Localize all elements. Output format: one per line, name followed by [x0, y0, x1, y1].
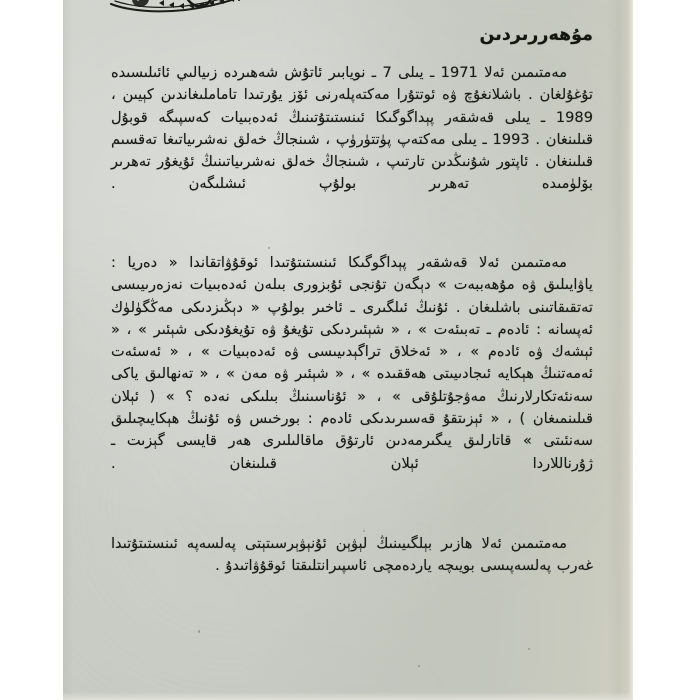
page-title: مۇھەررىردىن — [479, 25, 593, 45]
page-left-edge-shading — [63, 0, 73, 700]
body-paragraph-block-1 — [111, 62, 593, 196]
body-paragraph-block-2 — [111, 252, 593, 475]
paper-sheet — [63, 0, 633, 700]
paragraph: مەمتىمىن ئەلا قەشقەر پېداگوگىكا ئىنستىتۇتىدا ئوقۇۋاتقاندا « دەريا : ياۋايىلىق ۋە مۇھەببەت » دېگەن تۇنجى ئۇبزورى بىلەن ئەدەبىيات نەزەرىيىسى تەتقىقاتىنى باشلىغان . ئۇنىڭ ئىلگىرى ـ ئاخىر بولۇپ « دېڭىزدىكى مەڭگۈلۈك ئەپسانە : ئادەم ـ تەبىئەت » ، « شېئىردىكى تۇيغۇ ۋە تۇيغۇدىكى شېئىر » ، « ئېشەك ۋە ئادەم » ، « ئەخلاق تراگېدىيىسى ۋە ئەدەبىيات » ، « ئەسئەت ئەمەتنىڭ ھېكايە ئىجادىيىتى ھەققىدە » ، « شېئىر ۋە مەن » ، « تەنھالىق ياكى سەنئەتكارلارنىڭ مەۋجۇتلۇقى » ، « ئۇناسىنىڭ بىلىكى نەدە ؟ » ( ئېلان قىلىنمىغان ) ، « ئېزىتقۇ قەسىرىدىكى ئادەم : بورخىس ۋە ئۇنىڭ ھېكايىچىلىق سەنئىتى » قاتارلىق يىگىرمەدىن ئارتۇق ماقالىلىرى ھەر قايسى گېزىت ـ ژۇرناللاردا ئېلان قىلىنغان . — [111, 254, 593, 472]
paragraph: مەمتىمىن ئەلا ھازىر بېلگىيىنىڭ لېۋېن ئۇنېۋېرسىتېتى پەلسەپە ئىنستىتۇتىدا غەرب پەلسەپىسى بويىچە ياردەمچى ئاسپىرانتلىقتا ئوقۇۋاتىدۇ . — [111, 535, 593, 575]
page-right-edge-shading — [607, 0, 633, 700]
paragraph: مەمتىمىن ئەلا 1971 ـ يىلى 7 ـ نويابىر ئاتۇش شەھىردە زىيالىي ئائىلىسىدە تۇغۇلغان . باشلانغۇچ ۋە ئوتتۇرا مەكتەپلەرنى ئۆز يۇرتىدا تاماملىغاندىن كېيىن ، 1989 ـ يىلى قەشقەر پېداگوگىكا ئىنستىتۇتىنىڭ ئەدەبىيات كەسپىگە قوبۇل قىلىنغان . 1993 ـ يىلى مەكتەپ پۈتتۈرۈپ ، شىنجاڭ خەلق نەشرىياتىغا تەقسىم قىلىنغان . ئاپتور شۇنىڭدىن تارتىپ ، شىنجاڭ خەلق نەشرىياتىنىڭ ئۇيغۇر تەھرىر بۆلۈمىدە تەھرىر بولۇپ ئىشلىگەن . — [111, 64, 593, 193]
body-paragraph-block-3 — [111, 533, 593, 578]
page-text-column — [111, 0, 593, 700]
